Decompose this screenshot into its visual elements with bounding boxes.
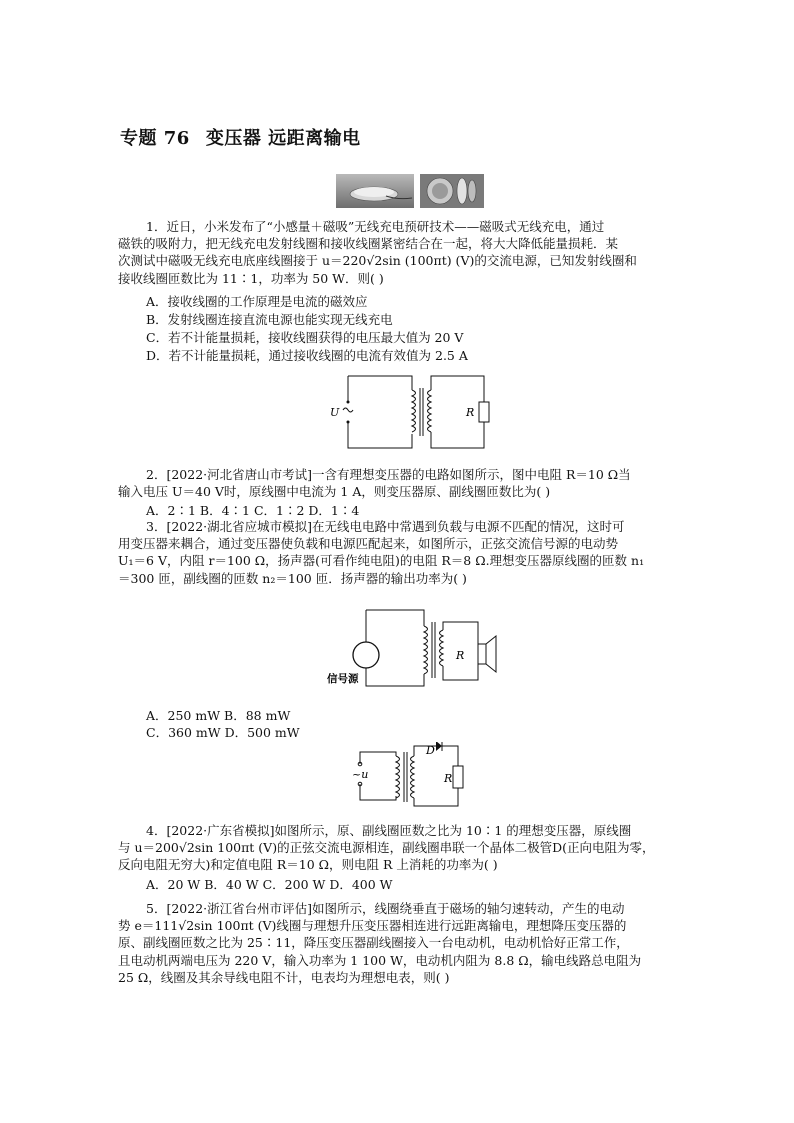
product-photos bbox=[336, 174, 486, 208]
charging-pad-photo bbox=[336, 174, 414, 208]
q5-line: 且电动机两端电压为 220 V，输入功率为 1 100 W，电动机内阻为 8.8 Ω，输电线路总电阻为 bbox=[118, 952, 642, 968]
q1-option-a: A．接收线圈的工作原理是电流的磁效应 bbox=[146, 294, 368, 309]
title-prefix: 专题 76 bbox=[120, 128, 190, 149]
q4-resistor-label: R bbox=[444, 772, 453, 785]
q3-options-row1: A．250 mW B．88 mW bbox=[146, 708, 291, 723]
q1-source-label: U bbox=[330, 406, 340, 419]
q1-line: 1．近日，小米发布了“小感量＋磁吸”无线充电预研技术——磁吸式无线充电，通过 bbox=[146, 219, 605, 234]
q4-line: 与 u＝200√2sin 100πt (V)的正弦交流电源相连，副线圈串联一个晶体二极管D(正向电阻为零， bbox=[118, 840, 655, 856]
question-1-text bbox=[118, 218, 678, 287]
q4-line: 4．[2022·广东省模拟]如图所示，原、副线圈匝数之比为 10∶1 的理想变压器，原线圈 bbox=[146, 823, 632, 838]
q2-line: 2．[2022·河北省唐山市考试]一含有理想变压器的电路如图所示，图中电阻 R＝10 Ω当 bbox=[146, 467, 631, 482]
q3-circuit-diagram bbox=[326, 608, 506, 700]
question-3-text bbox=[118, 518, 678, 587]
q5-line: 25 Ω，线圈及其余导线电阻不计，电表均为理想电表，则( ) bbox=[118, 969, 450, 985]
q1-line: 磁铁的吸附力，把无线充电发射线圈和接收线圈紧密结合在一起，将大大降低能量损耗．某 bbox=[118, 236, 619, 252]
q3-line: ＝300 匝，副线圈的匝数 n₂＝100 匝．扬声器的输出功率为( ) bbox=[118, 570, 467, 586]
q4-options: A．20 W B．40 W C．200 W D．400 W bbox=[146, 877, 393, 892]
q3-line: U₁＝6 V，内阻 r＝100 Ω，扬声器(可看作纯电阻)的电阻 R＝8 Ω.理想变压器原线圈的匝数 n₁ bbox=[118, 553, 645, 569]
q1-option-b: B．发射线圈连接直流电源也能实现无线充电 bbox=[146, 312, 393, 327]
question-4-text bbox=[118, 822, 678, 874]
q3-resistor-label: R bbox=[456, 649, 465, 662]
q4-diode-label: D bbox=[426, 744, 435, 757]
page-title bbox=[120, 124, 361, 150]
q3-source-label: 信号源 bbox=[327, 673, 359, 685]
q1-line: 次测试中磁吸无线充电底座线圈接于 u＝220√2sin (100πt) (V)的交流电源，已知发射线圈和 bbox=[118, 253, 637, 269]
q1-resistor-label: R bbox=[466, 406, 475, 419]
q5-line: 势 e＝111√2sin 100πt (V)线圈与理想升压变压器相连进行远距离输电，理想降压变压器的 bbox=[118, 918, 627, 934]
q2-options: A．2∶1 B．4∶1 C．1∶2 D．1∶4 bbox=[146, 503, 360, 518]
q4-source-label: ~u bbox=[352, 768, 369, 781]
question-5-text bbox=[118, 900, 678, 986]
q2-line: 输入电压 U＝40 V时，原线圈中电流为 1 A，则变压器原、副线圈匝数比为( ) bbox=[118, 484, 551, 500]
q5-line: 5．[2022·浙江省台州市评估]如图所示，线圈绕垂直于磁场的轴匀速转动，产生的电动 bbox=[146, 901, 625, 916]
q3-line: 用变压器来耦合，通过变压器使负载和电源匹配起来，如图所示，正弦交流信号源的电动势 bbox=[118, 536, 619, 552]
q3-options-row2: C．360 mW D．500 mW bbox=[146, 725, 300, 740]
q5-line: 原、副线圈匝数之比为 25∶11，降压变压器副线圈接入一台电动机，电动机恰好正常工作， bbox=[118, 935, 629, 951]
q3-line: 3．[2022·湖北省应城市模拟]在无线电电路中常遇到负载与电源不匹配的情况，这时可 bbox=[146, 519, 625, 534]
q4-circuit-diagram bbox=[350, 742, 470, 812]
q1-circuit-diagram bbox=[326, 372, 496, 452]
q1-line: 接收线圈匝数比为 11∶1，功率为 50 W．则( ) bbox=[118, 270, 384, 286]
q1-option-d: D．若不计能量损耗，通过接收线圈的电流有效值为 2.5 A bbox=[146, 348, 468, 363]
q4-line: 反向电阻无穷大)和定值电阻 R＝10 Ω，则电阻 R 上消耗的功率为( ) bbox=[118, 857, 498, 873]
question-2-text bbox=[118, 466, 678, 500]
title-main: 变压器 远距离输电 bbox=[205, 128, 361, 149]
magnetic-coil-photo bbox=[420, 174, 484, 208]
q1-option-c: C．若不计能量损耗，接收线圈获得的电压最大值为 20 V bbox=[146, 330, 464, 345]
